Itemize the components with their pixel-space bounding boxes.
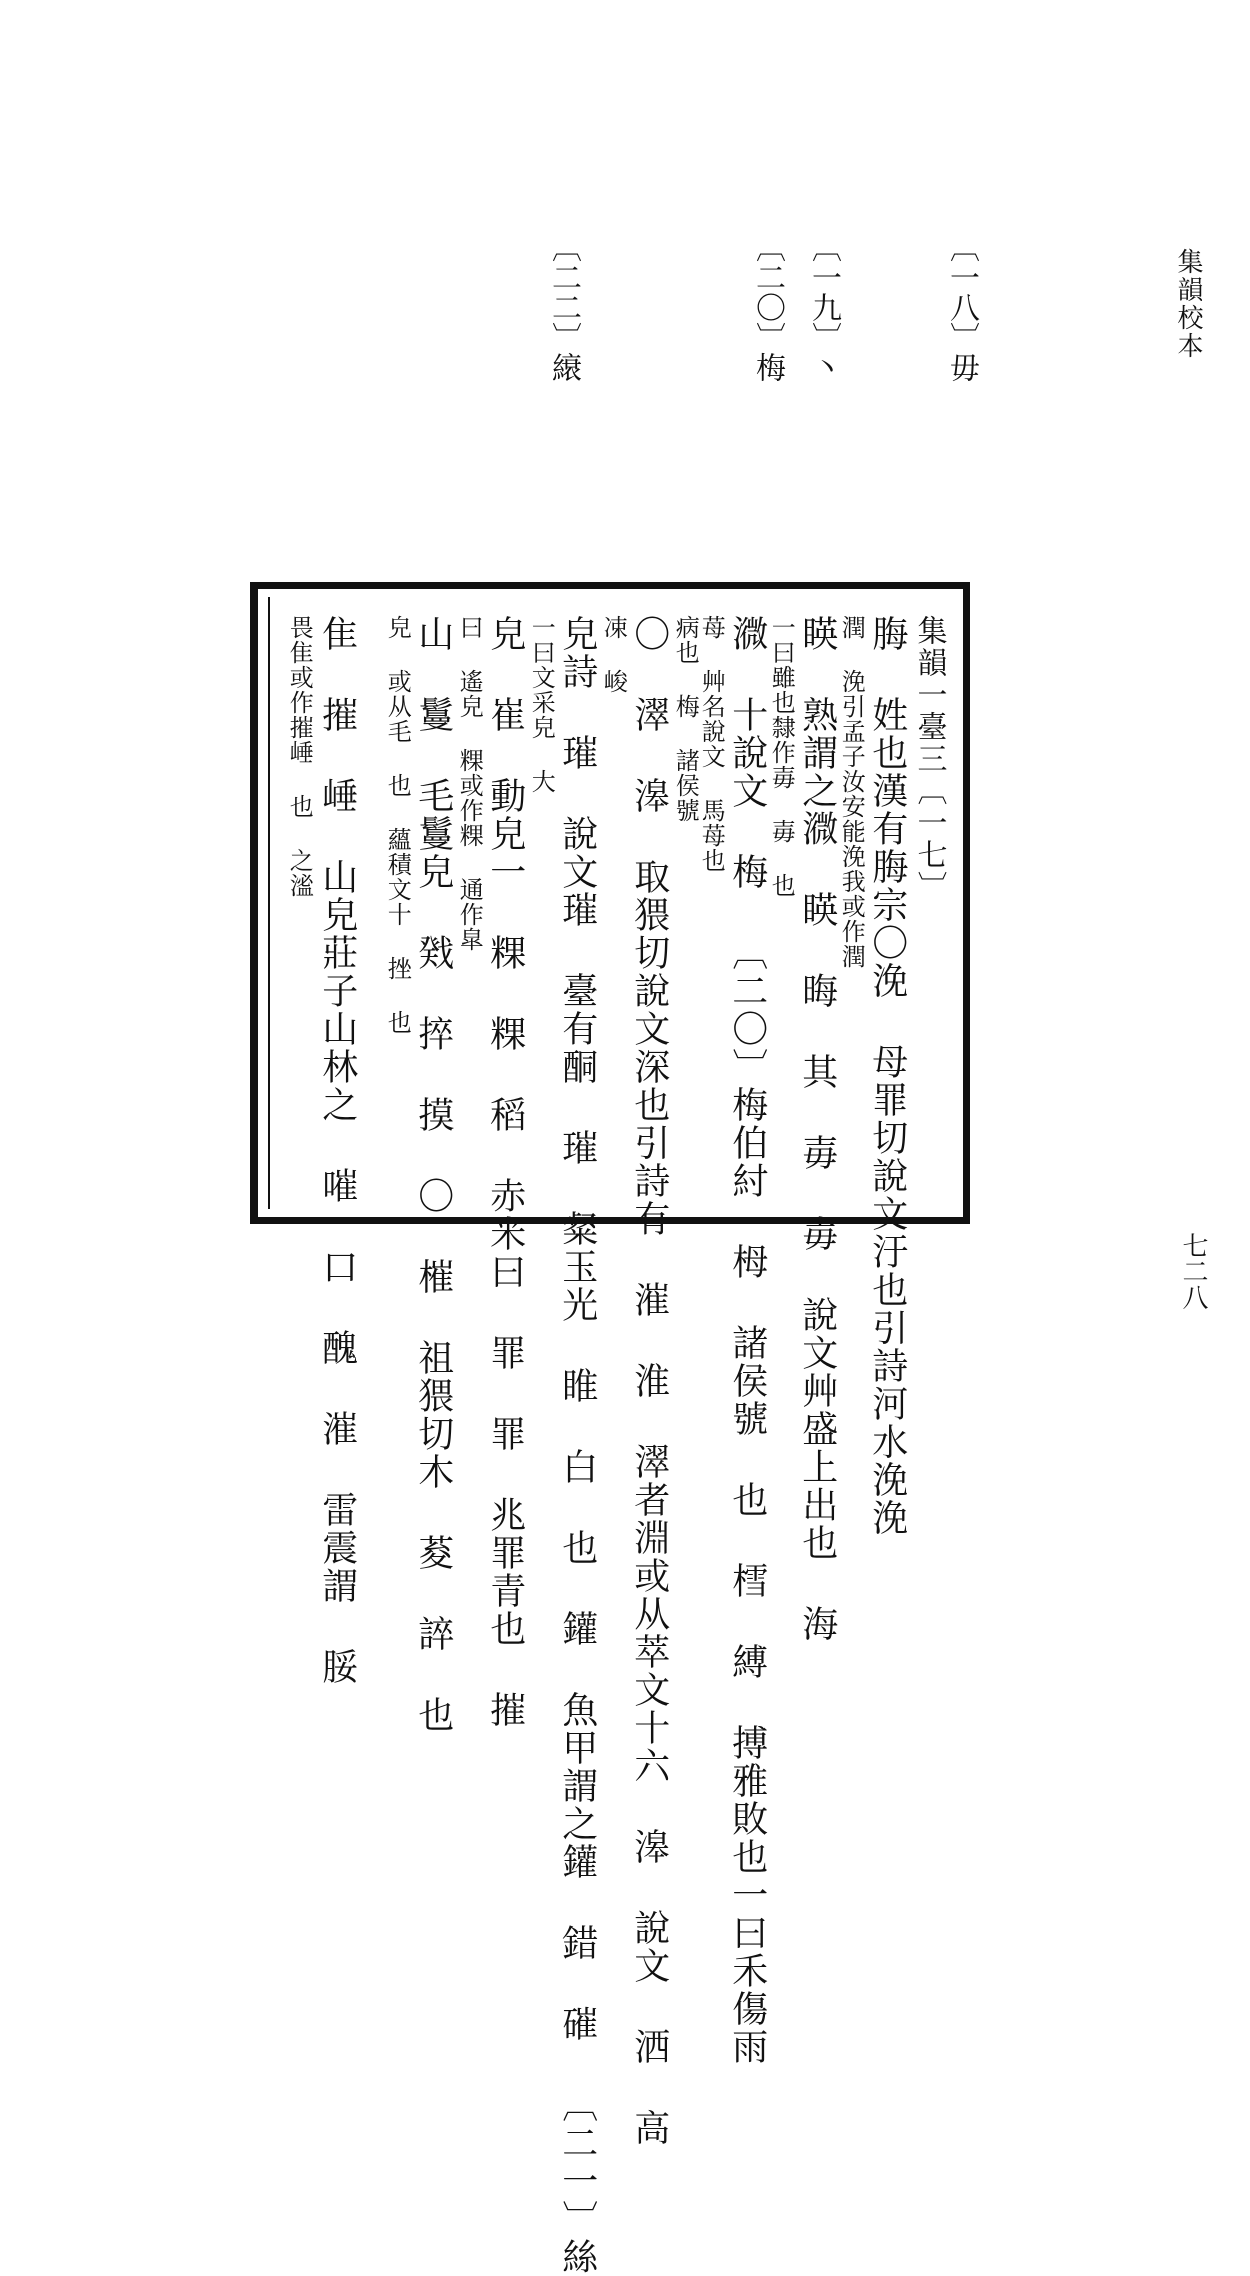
text-column: 一曰雖也隸作毐 毐 也 [767, 615, 796, 898]
text-column: 病也 梅 諸侯號 [671, 615, 700, 823]
text-column: 曰 遙皃 粿或作粿 通作皐 [455, 615, 484, 952]
facsimile-header: 集韻一臺三〔一七〕 [911, 615, 947, 903]
page-number: 七二八 [1178, 1232, 1208, 1310]
text-column: 潤 浼引孟子汝安能浼我或作潤 [837, 615, 866, 969]
text-column: 㵟 十說文 梅 〔二〇〕梅伯紂 栂 諸侯號 也 樰 縛 搏雅敗也一曰禾傷雨 [726, 615, 768, 2066]
text-column: 一曰文采皃 大 [527, 615, 556, 794]
text-column: 畏隹或作摧崜 也 之㴵 [285, 615, 314, 898]
book-title: 集韻校本 [1173, 248, 1203, 360]
collation-note: 〔二〇〕梅 [750, 232, 785, 382]
text-column: 皃 或从毛 也 蘊積文十 挫 也 [383, 615, 412, 1035]
text-column: 〇 濢 滜 取猥切說文深也引詩有 漼 淮 濢者淵或从萃文十六 滜 說文 洒 高 [628, 615, 670, 2147]
collation-note: 〔二二〕縗 [546, 232, 581, 382]
facsimile-page-frame [250, 582, 970, 2276]
text-column: 山 鬘 毛鬘皃 戣 捽 摸 〇 槯 祖猥切木 荾 誶 也 [412, 615, 454, 1734]
text-column: 皃 崔 動皃一 粿 粿 稻 赤米曰 罪 罪 兆罪青也 摧 [484, 615, 526, 1729]
collation-note: 〔一九〕丶 [806, 232, 841, 382]
text-column: 脢 姓也漢有脢宗〇浼 母罪切說文汙也引詩河水浼浼 [866, 615, 908, 1537]
text-column: 䁐 熟謂之㵟 䁐 晦 其 毐 毐 說文艸盛上出也 海 [796, 615, 838, 1643]
text-column: 皃詩 璀 說文璀 臺有酮 璀 粲玉光 睢 白 也 鑵 魚甲謂之鑵 錯 磪 〔二一〕絲 [556, 615, 598, 2276]
collation-note: 〔一八〕毋 [944, 232, 979, 382]
text-column: 苺 艸名說文 馬苺也 [697, 615, 726, 873]
text-column: 凁 峻 [599, 615, 628, 694]
text-column: 隹 摧 崜 山皃莊子山林之 嗺 口 醜 漼 雷震謂 脮 [316, 615, 358, 1686]
